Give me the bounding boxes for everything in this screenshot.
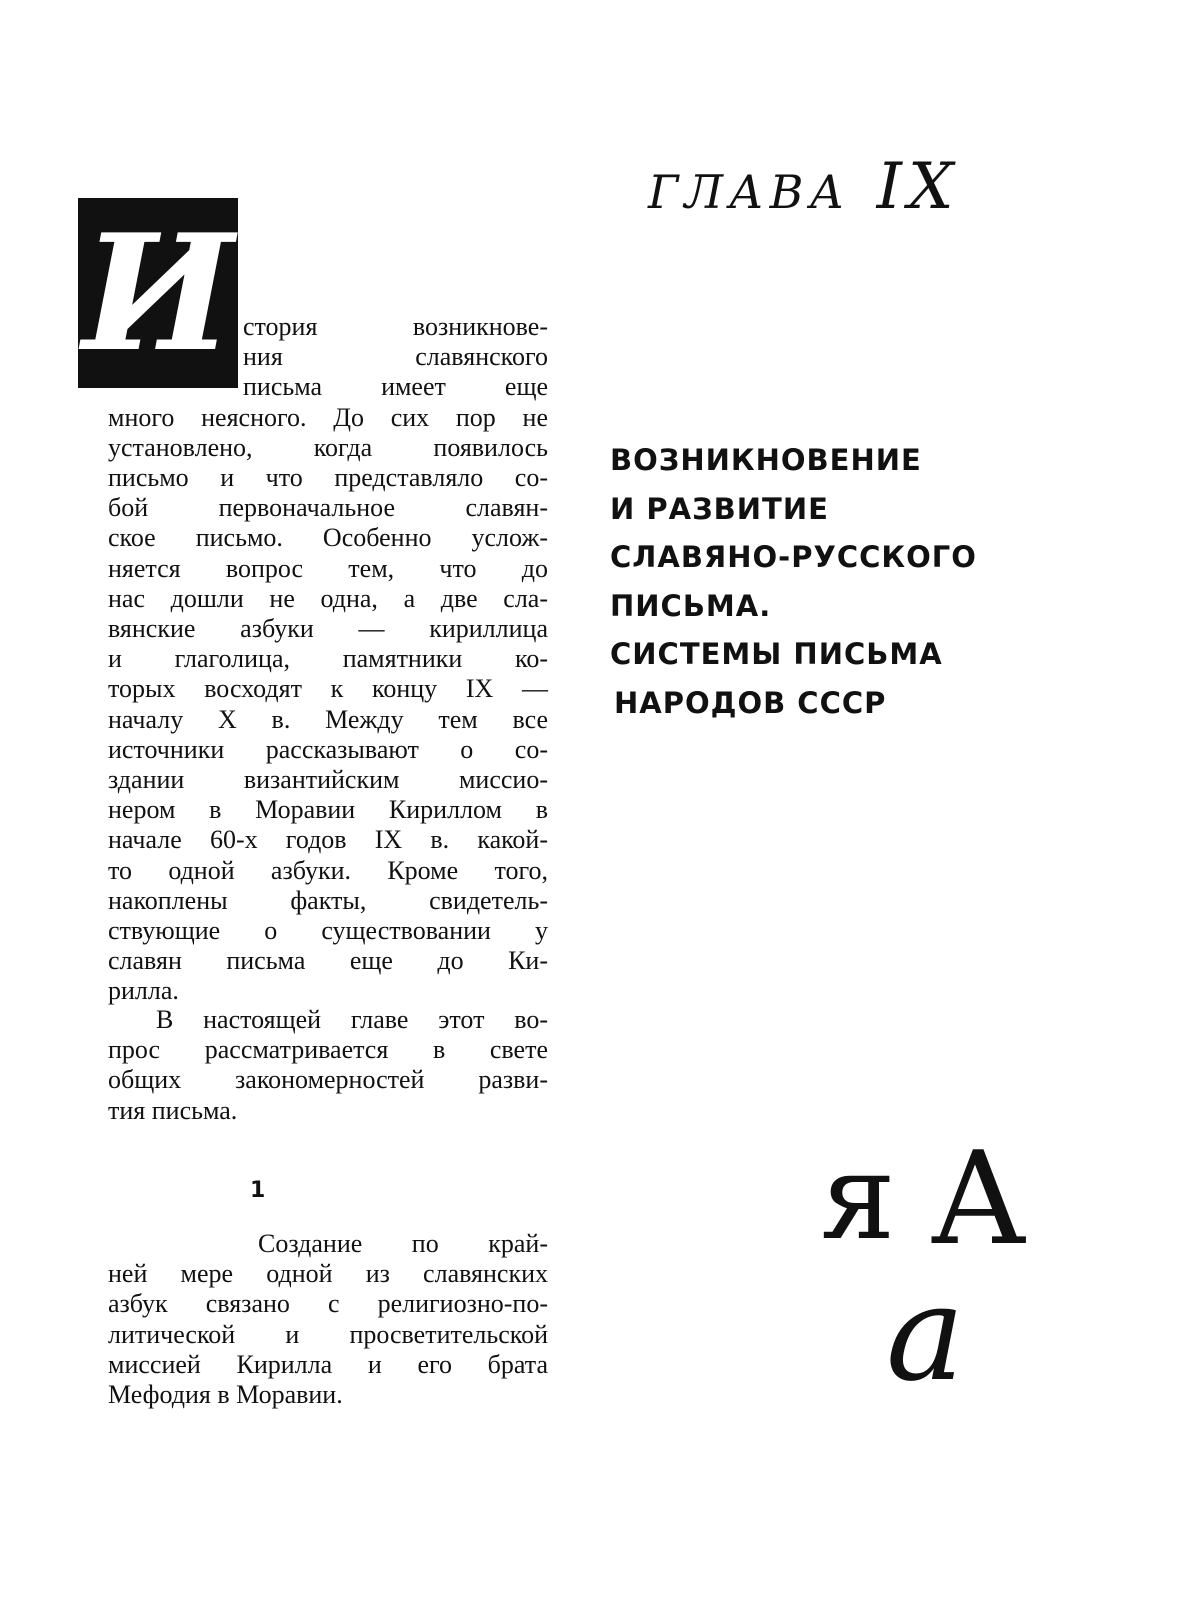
paragraph-two xyxy=(108,1005,548,1126)
subtitle-line: СЛАВЯНО-РУССКОГО xyxy=(610,540,977,574)
text-line: нас дошли не одна, а две сла- xyxy=(108,583,548,613)
text-line: то одной азбуки. Кроме того, xyxy=(108,855,548,885)
text-line: Мефодия в Моравии. xyxy=(108,1380,343,1410)
text-line: ния славянского xyxy=(243,342,548,372)
text-line: славян письма еще до Ки- xyxy=(108,946,548,976)
text-line: ствующие о существовании у xyxy=(108,916,548,946)
intro-paragraph xyxy=(108,312,548,1007)
subtitle-line: ПИСЬМА. xyxy=(610,588,772,623)
text-line: нером в Моравии Кириллом в xyxy=(108,795,548,825)
subtitle-line: И РАЗВИТИЕ xyxy=(610,491,829,526)
text-line: общих закономерностей разви- xyxy=(108,1065,548,1095)
text-line: письма имеет еще xyxy=(243,372,548,402)
decorative-letter-a-capital: А xyxy=(930,1125,1027,1274)
text-line: литической и просветительской xyxy=(108,1319,548,1349)
text-line: Создание по край- xyxy=(258,1229,548,1258)
section-paragraph xyxy=(108,1229,548,1410)
drop-cap-letter: И xyxy=(78,198,238,388)
text-line: торых восходят к концу IX — xyxy=(108,674,548,704)
text-line: началу X в. Между тем все xyxy=(108,704,548,734)
chapter-subtitle xyxy=(610,436,977,727)
text-line: бой первоначальное славян- xyxy=(108,493,548,523)
text-line: тия письма. xyxy=(108,1095,238,1125)
subtitle-line: ВОЗНИКНОВЕНИЕ xyxy=(610,443,922,477)
text-line: рилла. xyxy=(108,976,179,1006)
text-line: стория возникнове- xyxy=(243,312,548,341)
text-line: ней мере одной из славянских xyxy=(108,1259,548,1289)
text-line: ское письмо. Особенно услож- xyxy=(108,523,548,553)
text-line: вянские азбуки — кириллица xyxy=(108,614,548,644)
text-line: прос рассматривается в свете xyxy=(108,1035,548,1065)
text-line: азбук связано с религиозно-по- xyxy=(108,1289,548,1319)
text-line: миссией Кирилла и его брата xyxy=(108,1349,548,1379)
text-line: начале 60-х годов IX в. какой- xyxy=(108,825,548,855)
text-line: много неясного. До сих пор не xyxy=(108,402,548,432)
text-line: няется вопрос тем, что до xyxy=(108,553,548,583)
chapter-word: ГЛАВА xyxy=(648,165,851,219)
subtitle-line: НАРОДОВ СССР xyxy=(614,685,887,720)
subtitle-line: СИСТЕМЫ ПИСЬМА xyxy=(610,637,943,671)
text-line: и глаголица, памятники ко- xyxy=(108,644,548,674)
text-line: установлено, когда появилось xyxy=(108,432,548,462)
section-number: 1 xyxy=(250,1178,266,1203)
text-line: источники рассказывают о со- xyxy=(108,734,548,764)
text-line: письмо и что представляло со- xyxy=(108,463,548,493)
text-line: В настоящей главе этот во- xyxy=(156,1005,548,1034)
text-line: здании византийским миссио- xyxy=(108,765,548,795)
text-line: накоплены факты, свидетель- xyxy=(108,885,548,915)
chapter-numeral: IX xyxy=(876,150,960,224)
decorative-letter-a-small: а xyxy=(886,1257,965,1411)
decorative-letter-ya: я xyxy=(820,1128,896,1267)
chapter-title xyxy=(648,150,960,224)
